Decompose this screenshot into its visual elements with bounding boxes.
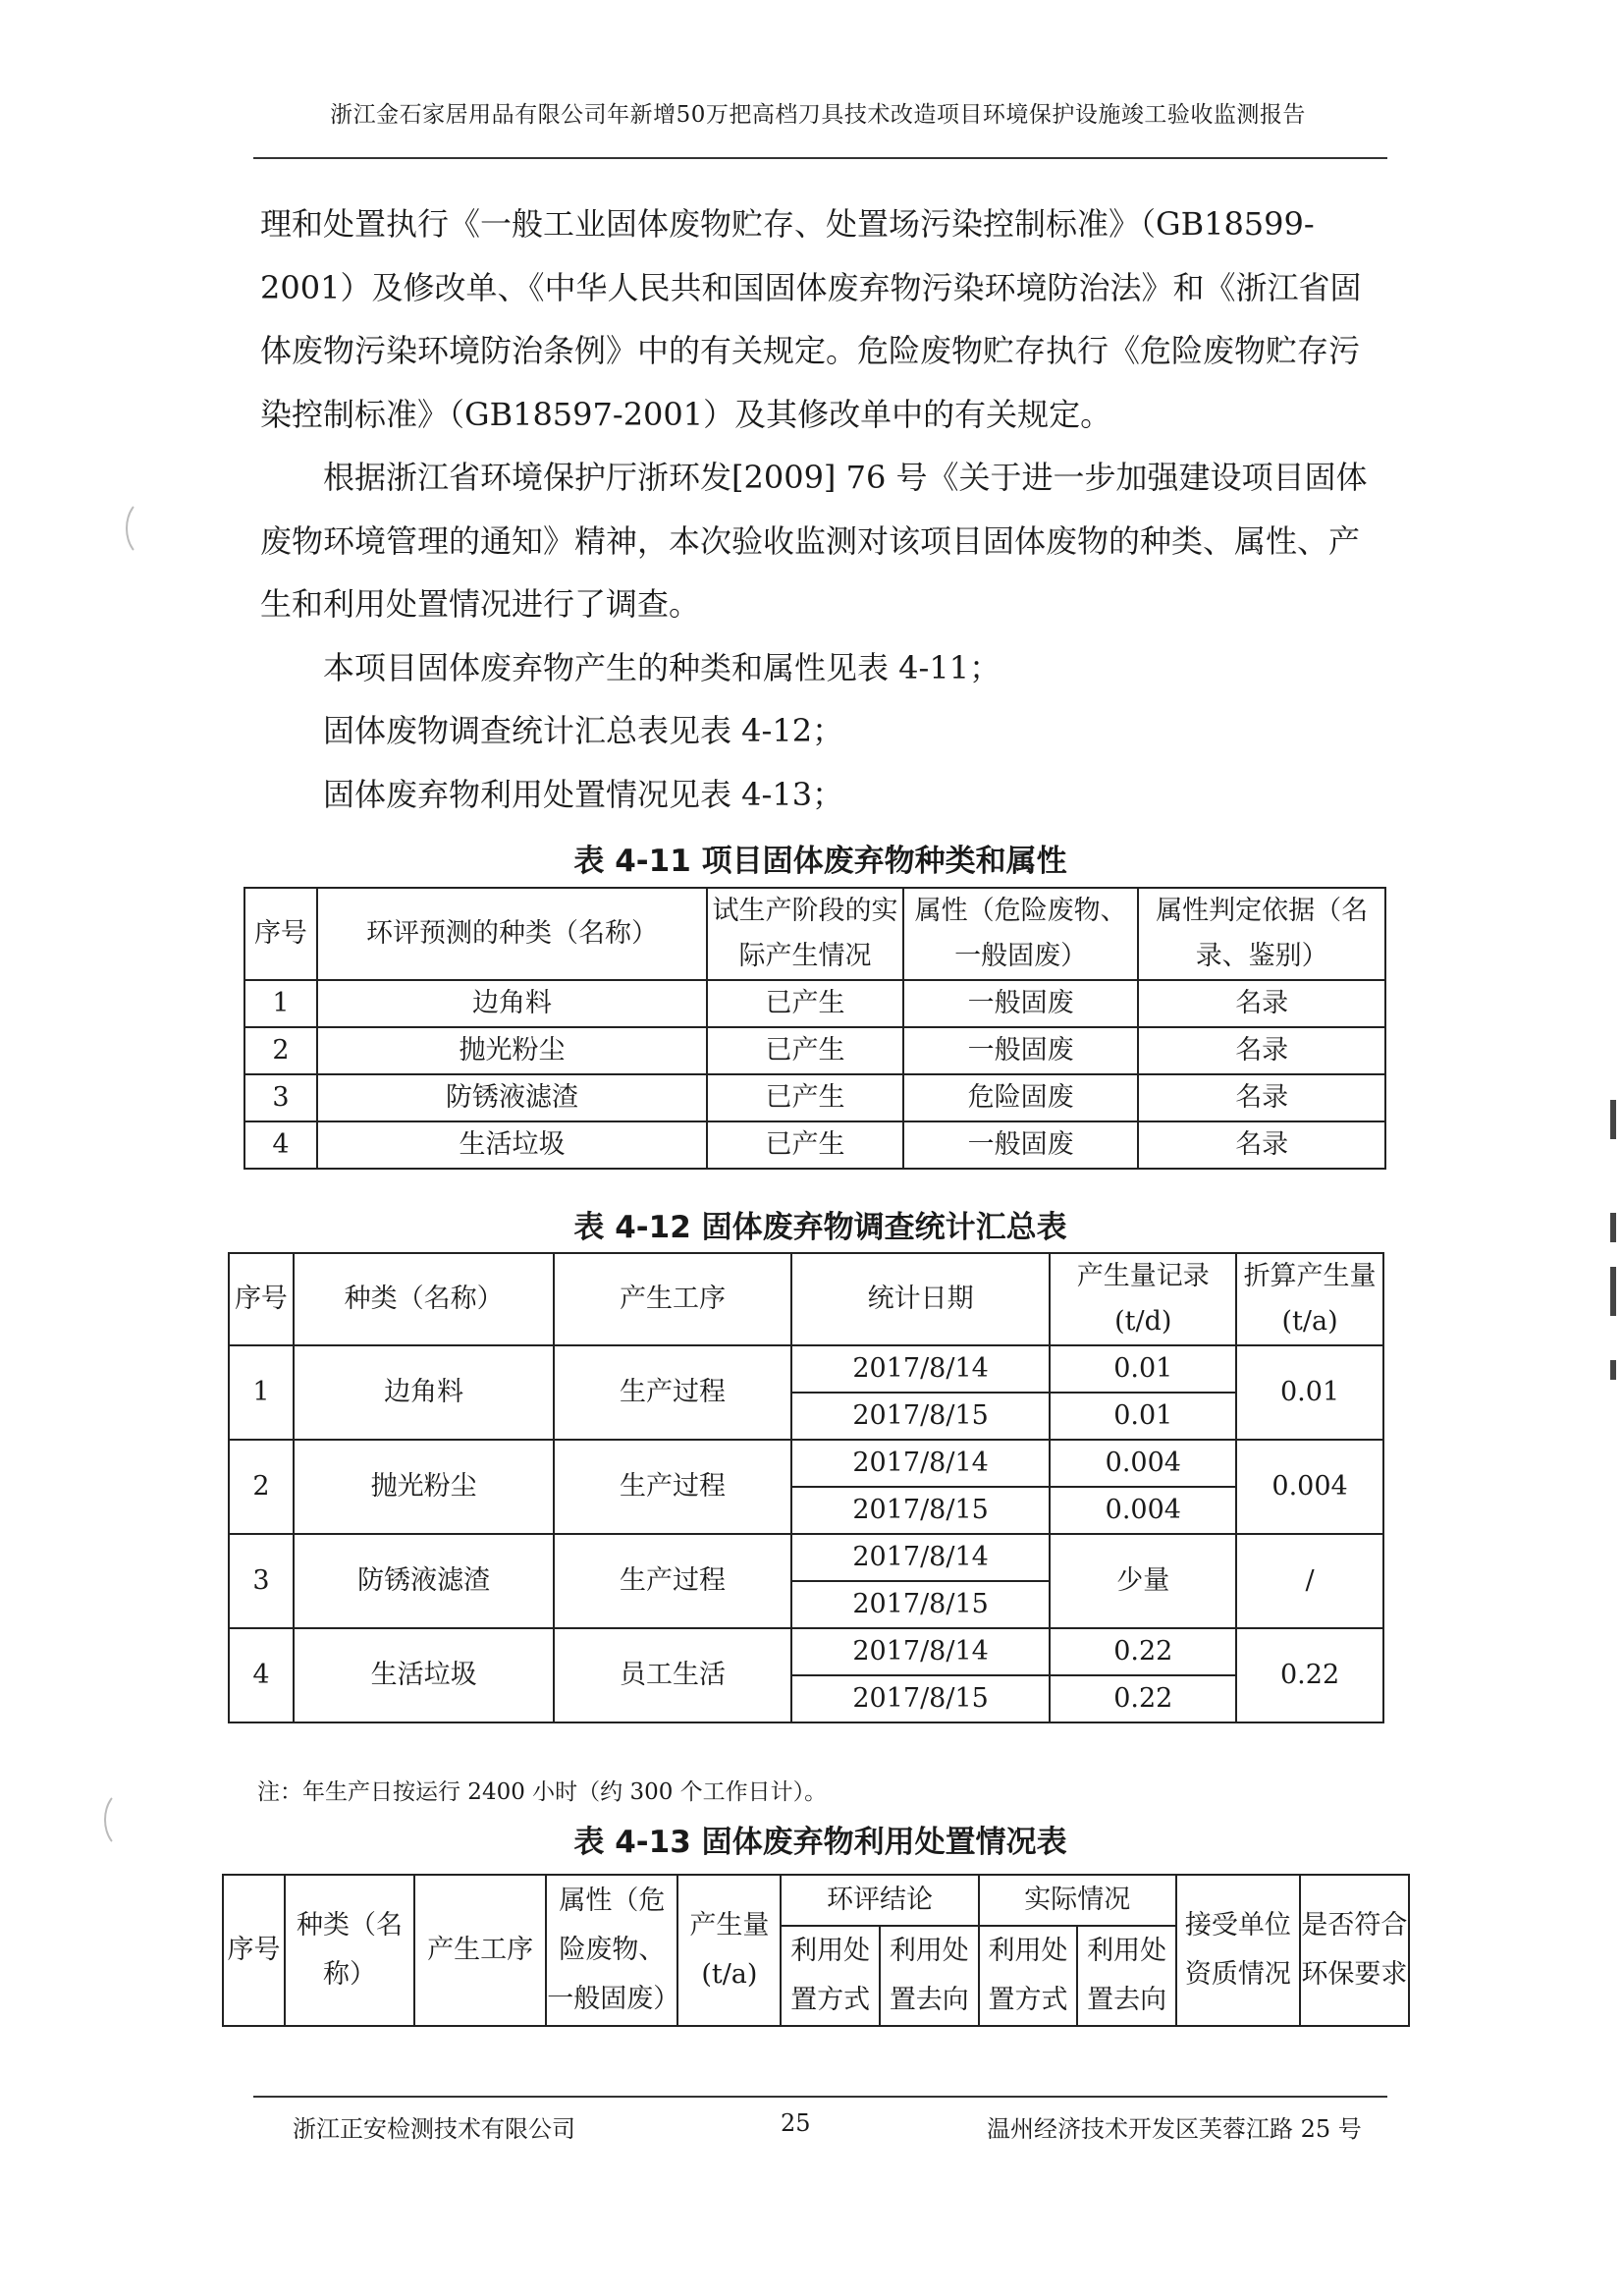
scan-edge-mark (1610, 1100, 1616, 1139)
table-4-12 (228, 1252, 1384, 1723)
cell-daily: 0.004 (1050, 1487, 1236, 1534)
binding-hole-mark (126, 499, 167, 558)
table-header-row (244, 888, 1385, 980)
table-4-13-title: 表 4-13 固体废弃物利用处置情况表 (573, 1825, 1067, 1860)
header-eia: 环评结论 (781, 1875, 978, 1926)
header-name: 种类（名称） (285, 1875, 414, 2026)
cell-no: 4 (229, 1628, 294, 1722)
header-eia-destination: 利用处置去向 (880, 1926, 979, 2026)
footer-address: 温州经济技术开发区芙蓉江路 25 号 (987, 2115, 1362, 2143)
header-attribute: 属性（危险废物、一般固废） (546, 1875, 677, 2026)
header-process: 产生工序 (414, 1875, 546, 2026)
header-daily: 产生量记录(t/d) (1050, 1253, 1236, 1345)
cell-type: 防锈液滤渣 (317, 1074, 707, 1121)
page-number: 25 (781, 2109, 811, 2137)
header-no: 序号 (244, 888, 317, 980)
header-annual: 折算产生量(t/a) (1236, 1253, 1383, 1345)
paragraph-3: 本项目固体废弃物产生的种类和属性见表 4-11； (323, 648, 1001, 686)
header-actual: 实际情况 (979, 1875, 1176, 1926)
scan-edge-mark (1610, 1267, 1616, 1316)
cell-name: 防锈液滤渣 (294, 1534, 554, 1628)
cell-process: 生产过程 (554, 1345, 790, 1440)
table-4-13 (222, 1874, 1410, 2027)
cell-process: 员工生活 (554, 1628, 790, 1722)
binding-hole-mark (104, 1790, 145, 1849)
report-header: 浙江金石家居用品有限公司年新增50万把高档刀具技术改造项目环境保护设施竣工验收监测报告 (330, 102, 1306, 128)
table-4-11 (243, 887, 1386, 1170)
cell-daily: 0.22 (1050, 1675, 1236, 1722)
header-actual-method: 利用处置方式 (979, 1926, 1078, 2026)
cell-attribute: 危险固废 (903, 1074, 1139, 1121)
cell-type: 边角料 (317, 980, 707, 1027)
cell-actual: 已产生 (707, 1121, 903, 1169)
table-row (244, 1121, 1385, 1169)
cell-attribute: 一般固废 (903, 1121, 1139, 1169)
table-row (244, 980, 1385, 1027)
header-date: 统计日期 (791, 1253, 1051, 1345)
cell-date: 2017/8/14 (791, 1534, 1051, 1581)
header-amount: 产生量(t/a) (677, 1875, 781, 2026)
table-header-row (229, 1253, 1383, 1345)
cell-basis: 名录 (1138, 1121, 1385, 1169)
paragraph-5: 固体废弃物利用处置情况见表 4-13； (323, 775, 844, 813)
header-process: 产生工序 (554, 1253, 790, 1345)
cell-date: 2017/8/15 (791, 1487, 1051, 1534)
scan-edge-mark (1610, 1360, 1616, 1380)
cell-no: 3 (244, 1074, 317, 1121)
cell-no: 1 (244, 980, 317, 1027)
header-type: 环评预测的种类（名称） (317, 888, 707, 980)
cell-annual: 0.004 (1236, 1440, 1383, 1534)
header-attribute: 属性（危险废物、一般固废） (903, 888, 1139, 980)
header-name: 种类（名称） (294, 1253, 554, 1345)
cell-annual: 0.01 (1236, 1345, 1383, 1440)
cell-actual: 已产生 (707, 980, 903, 1027)
cell-annual: / (1236, 1534, 1383, 1628)
cell-attribute: 一般固废 (903, 980, 1139, 1027)
table-row (229, 1440, 1383, 1487)
table-row (229, 1628, 1383, 1675)
paragraph-2: 根据浙江省环境保护厅浙环发[2009] 76 号《关于进一步加强建设项目固体废物环境管理的通知》精神，本次验收监测对该项目固体废物的种类、属性、产生和利用处置情况进行了调查。 (260, 459, 1368, 623)
table-row (244, 1027, 1385, 1074)
header-compliant: 是否符合环保要求 (1300, 1875, 1409, 2026)
header-actual: 试生产阶段的实际产生情况 (707, 888, 903, 980)
cell-daily: 0.01 (1050, 1345, 1236, 1393)
header-basis: 属性判定依据（名录、鉴别） (1138, 888, 1385, 980)
header-receiver: 接受单位资质情况 (1176, 1875, 1300, 2026)
cell-date: 2017/8/15 (791, 1581, 1051, 1628)
cell-attribute: 一般固废 (903, 1027, 1139, 1074)
cell-no: 3 (229, 1534, 294, 1628)
cell-annual: 0.22 (1236, 1628, 1383, 1722)
cell-basis: 名录 (1138, 1074, 1385, 1121)
cell-no: 4 (244, 1121, 317, 1169)
cell-type: 抛光粉尘 (317, 1027, 707, 1074)
body-text (260, 192, 1384, 826)
header-no: 序号 (229, 1253, 294, 1345)
cell-basis: 名录 (1138, 980, 1385, 1027)
scan-edge-mark (1610, 1213, 1616, 1242)
cell-type: 生活垃圾 (317, 1121, 707, 1169)
cell-name: 边角料 (294, 1345, 554, 1440)
cell-process: 生产过程 (554, 1534, 790, 1628)
table-row (229, 1345, 1383, 1393)
footer-company: 浙江正安检测技术有限公司 (293, 2115, 575, 2143)
cell-daily: 少量 (1050, 1534, 1236, 1628)
cell-date: 2017/8/15 (791, 1675, 1051, 1722)
cell-no: 2 (244, 1027, 317, 1074)
cell-no: 1 (229, 1345, 294, 1440)
table-4-11-title: 表 4-11 项目固体废弃物种类和属性 (573, 844, 1067, 879)
header-divider (253, 157, 1387, 159)
table-note: 注：年生产日按运行 2400 小时（约 300 个工作日计）。 (257, 1779, 828, 1805)
header-actual-destination: 利用处置去向 (1077, 1926, 1176, 2026)
cell-process: 生产过程 (554, 1440, 790, 1534)
header-eia-method: 利用处置方式 (781, 1926, 880, 2026)
cell-actual: 已产生 (707, 1027, 903, 1074)
footer-divider (253, 2096, 1387, 2098)
table-4-12-title: 表 4-12 固体废弃物调查统计汇总表 (573, 1210, 1067, 1245)
cell-actual: 已产生 (707, 1074, 903, 1121)
cell-no: 2 (229, 1440, 294, 1534)
paragraph-4: 固体废物调查统计汇总表见表 4-12； (323, 712, 844, 749)
cell-date: 2017/8/14 (791, 1440, 1051, 1487)
cell-date: 2017/8/14 (791, 1628, 1051, 1675)
header-no: 序号 (223, 1875, 285, 2026)
table-header-row (223, 1875, 1409, 1926)
table-row (229, 1534, 1383, 1581)
table-row (244, 1074, 1385, 1121)
cell-name: 生活垃圾 (294, 1628, 554, 1722)
cell-basis: 名录 (1138, 1027, 1385, 1074)
cell-daily: 0.22 (1050, 1628, 1236, 1675)
cell-name: 抛光粉尘 (294, 1440, 554, 1534)
cell-date: 2017/8/15 (791, 1393, 1051, 1440)
cell-daily: 0.004 (1050, 1440, 1236, 1487)
cell-date: 2017/8/14 (791, 1345, 1051, 1393)
cell-daily: 0.01 (1050, 1393, 1236, 1440)
paragraph-1: 理和处置执行《一般工业固体废物贮存、处置场污染控制标准》（GB18599-2001）及修改单、《中华人民共和国固体废弃物污染环境防治法》和《浙江省固体废物污染环境防治条例》中的有关规定。危险废物贮存执行《危险废物贮存污染控制标准》（GB18597-2001）及其修改单中的有关规定。 (260, 205, 1362, 433)
